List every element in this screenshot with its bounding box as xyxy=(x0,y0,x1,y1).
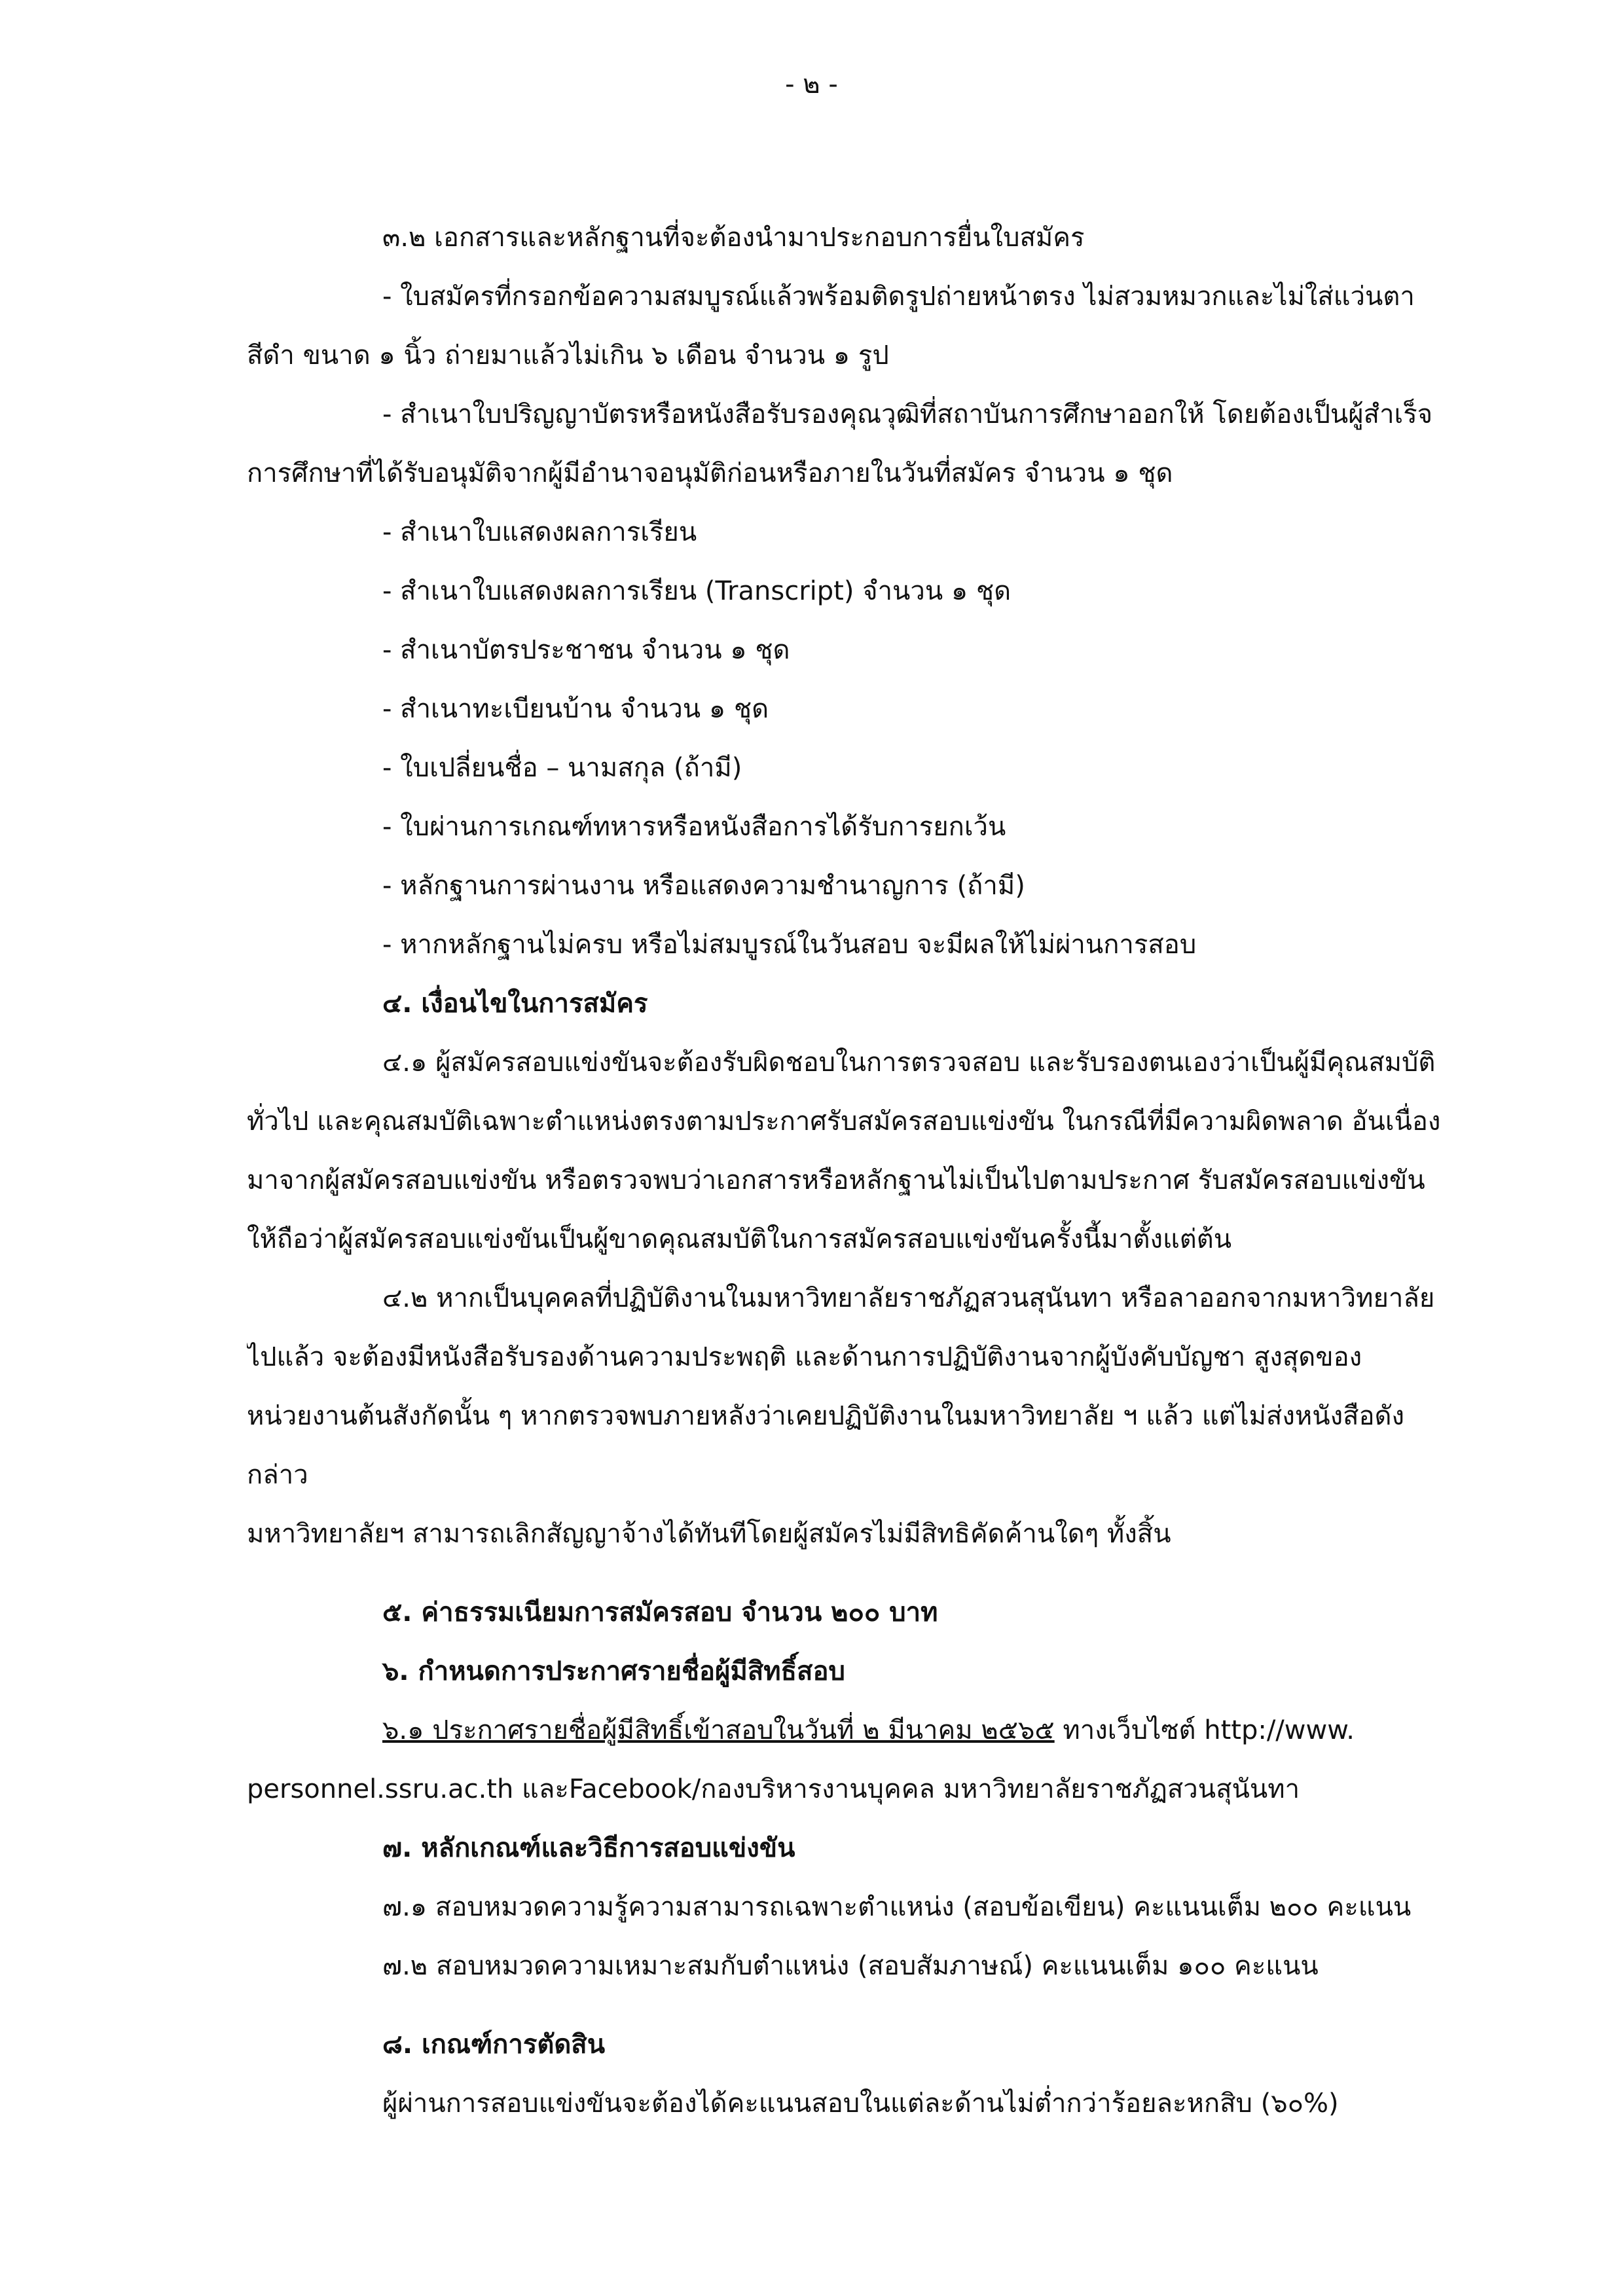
document-item: - สำเนาทะเบียนบ้าน จำนวน ๑ ชุด xyxy=(382,694,769,724)
section-7-1: ๗.๑ สอบหมวดความรู้ความสามารถเฉพาะตำแหน่ง (สอบข้อเขียน) คะแนนเต็ม ๒๐๐ คะแนน xyxy=(382,1892,1412,1922)
announcement-date-text: ๖.๑ ประกาศรายชื่อผู้มีสิทธิ์เข้าสอบในวันที่ ๒ มีนาคม ๒๕๖๕ xyxy=(382,1715,1055,1745)
section-6-1-line1 xyxy=(247,1701,1455,1760)
section-4-2-line: ไปแล้ว จะต้องมีหนังสือรับรองด้านความประพฤติ และด้านการปฏิบัติงานจากผู้บังคับบัญชา สูงสุดของ xyxy=(247,1342,1362,1372)
section-4-1-line: มาจากผู้สมัครสอบแข่งขัน หรือตรวจพบว่าเอกสารหรือหลักฐานไม่เป็นไปตามประกาศ รับสมัครสอบแข่งขัน xyxy=(247,1165,1425,1195)
document-item: - หลักฐานการผ่านงาน หรือแสดงความชำนาญการ (ถ้ามี) xyxy=(382,871,1025,901)
section-4-1-line: ๔.๑ ผู้สมัครสอบแข่งขันจะต้องรับผิดชอบในการตรวจสอบ และรับรองตนเองว่าเป็นผู้มีคุณสมบัติ xyxy=(382,1048,1436,1078)
section-4-2-line: กล่าว xyxy=(247,1460,308,1490)
degree-requirement-line1: - สำเนาใบปริญญาบัตรหรือหนังสือรับรองคุณวุฒิที่สถาบันการศึกษาออกให้ โดยต้องเป็นผู้สำเร็จ xyxy=(382,399,1433,429)
document-item: - สำเนาใบแสดงผลการเรียน (Transcript) จำนวน ๑ ชุด xyxy=(382,576,1012,606)
section-4-1-line: ทั่วไป และคุณสมบัติเฉพาะตำแหน่งตรงตามประกาศรับสมัครสอบแข่งขัน ในกรณีที่มีความผิดพลาด อันเนื่อง xyxy=(247,1106,1441,1137)
page-number: - ๒ - xyxy=(785,69,838,100)
section-6-heading: ๖. กำหนดการประกาศรายชื่อผู้มีสิทธิ์สอบ xyxy=(382,1656,845,1686)
document-item: - สำเนาใบแสดงผลการเรียน xyxy=(382,517,697,547)
section-4-2-line: มหาวิทยาลัยฯ สามารถเลิกสัญญาจ้างได้ทันทีโดยผู้สมัครไม่มีสิทธิคัดค้านใดๆ ทั้งสิ้น xyxy=(247,1519,1171,1549)
section-5-heading: ๕. ค่าธรรมเนียมการสมัครสอบ จำนวน ๒๐๐ บาท xyxy=(382,1597,938,1628)
photo-requirement-line2: สีดำ ขนาด ๑ นิ้ว ถ่ายมาแล้วไม่เกิน ๖ เดือน จำนวน ๑ รูป xyxy=(247,340,889,371)
section-6-1-line2: personnel.ssru.ac.th และFacebook/กองบริหารงานบุคคล มหาวิทยาลัยราชภัฏสวนสุนันทา xyxy=(247,1774,1300,1804)
degree-requirement-line2: การศึกษาที่ได้รับอนุมัติจากผู้มีอำนาจอนุมัติก่อนหรือภายในวันที่สมัคร จำนวน ๑ ชุด xyxy=(247,458,1173,488)
document-item: - หากหลักฐานไม่ครบ หรือไม่สมบูรณ์ในวันสอบ จะมีผลให้ไม่ผ่านการสอบ xyxy=(382,930,1197,960)
section-7-2: ๗.๒ สอบหมวดความเหมาะสมกับตำแหน่ง (สอบสัมภาษณ์) คะแนนเต็ม ๑๐๐ คะแนน xyxy=(382,1951,1319,1981)
section-8-heading: ๘. เกณฑ์การตัดสิน xyxy=(382,2030,606,2060)
photo-requirement-line1: - ใบสมัครที่กรอกข้อความสมบูรณ์แล้วพร้อมติดรูปถ่ายหน้าตรง ไม่สวมหมวกและไม่ใส่แว่นตา xyxy=(382,282,1415,312)
document-item: - ใบผ่านการเกณฑ์ทหารหรือหนังสือการได้รับการยกเว้น xyxy=(382,812,1006,842)
document-body xyxy=(247,208,1455,2133)
section-7-heading: ๗. หลักเกณฑ์และวิธีการสอบแข่งขัน xyxy=(382,1833,795,1863)
document-item: - ใบเปลี่ยนชื่อ – นามสกุล (ถ้ามี) xyxy=(382,753,742,783)
section-4-1-line: ให้ถือว่าผู้สมัครสอบแข่งขันเป็นผู้ขาดคุณสมบัติในการสมัครสอบแข่งขันครั้งนี้มาตั้งแต่ต้น xyxy=(247,1224,1232,1254)
section-8-text: ผู้ผ่านการสอบแข่งขันจะต้องได้คะแนนสอบในแต่ละด้านไม่ต่ำกว่าร้อยละหกสิบ (๖๐%) xyxy=(382,2088,1339,2119)
section-3-2-title: ๓.๒ เอกสารและหลักฐานที่จะต้องนำมาประกอบการยื่นใบสมัคร xyxy=(382,223,1085,253)
document-item: - สำเนาบัตรประชาชน จำนวน ๑ ชุด xyxy=(382,635,790,665)
section-4-2-line: หน่วยงานต้นสังกัดนั้น ๆ หากตรวจพบภายหลังว่าเคยปฏิบัติงานในมหาวิทยาลัย ฯ แล้ว แต่ไม่ส่งหนังสือดัง xyxy=(247,1401,1405,1431)
website-text: ทางเว็บไซต์ http://www. xyxy=(1054,1715,1355,1745)
section-4-heading: ๔. เงื่อนไขในการสมัคร xyxy=(382,989,648,1019)
section-4-2-line: ๔.๒ หากเป็นบุคคลที่ปฏิบัติงานในมหาวิทยาลัยราชภัฏสวนสุนันทา หรือลาออกจากมหาวิทยาลัย xyxy=(382,1283,1435,1313)
